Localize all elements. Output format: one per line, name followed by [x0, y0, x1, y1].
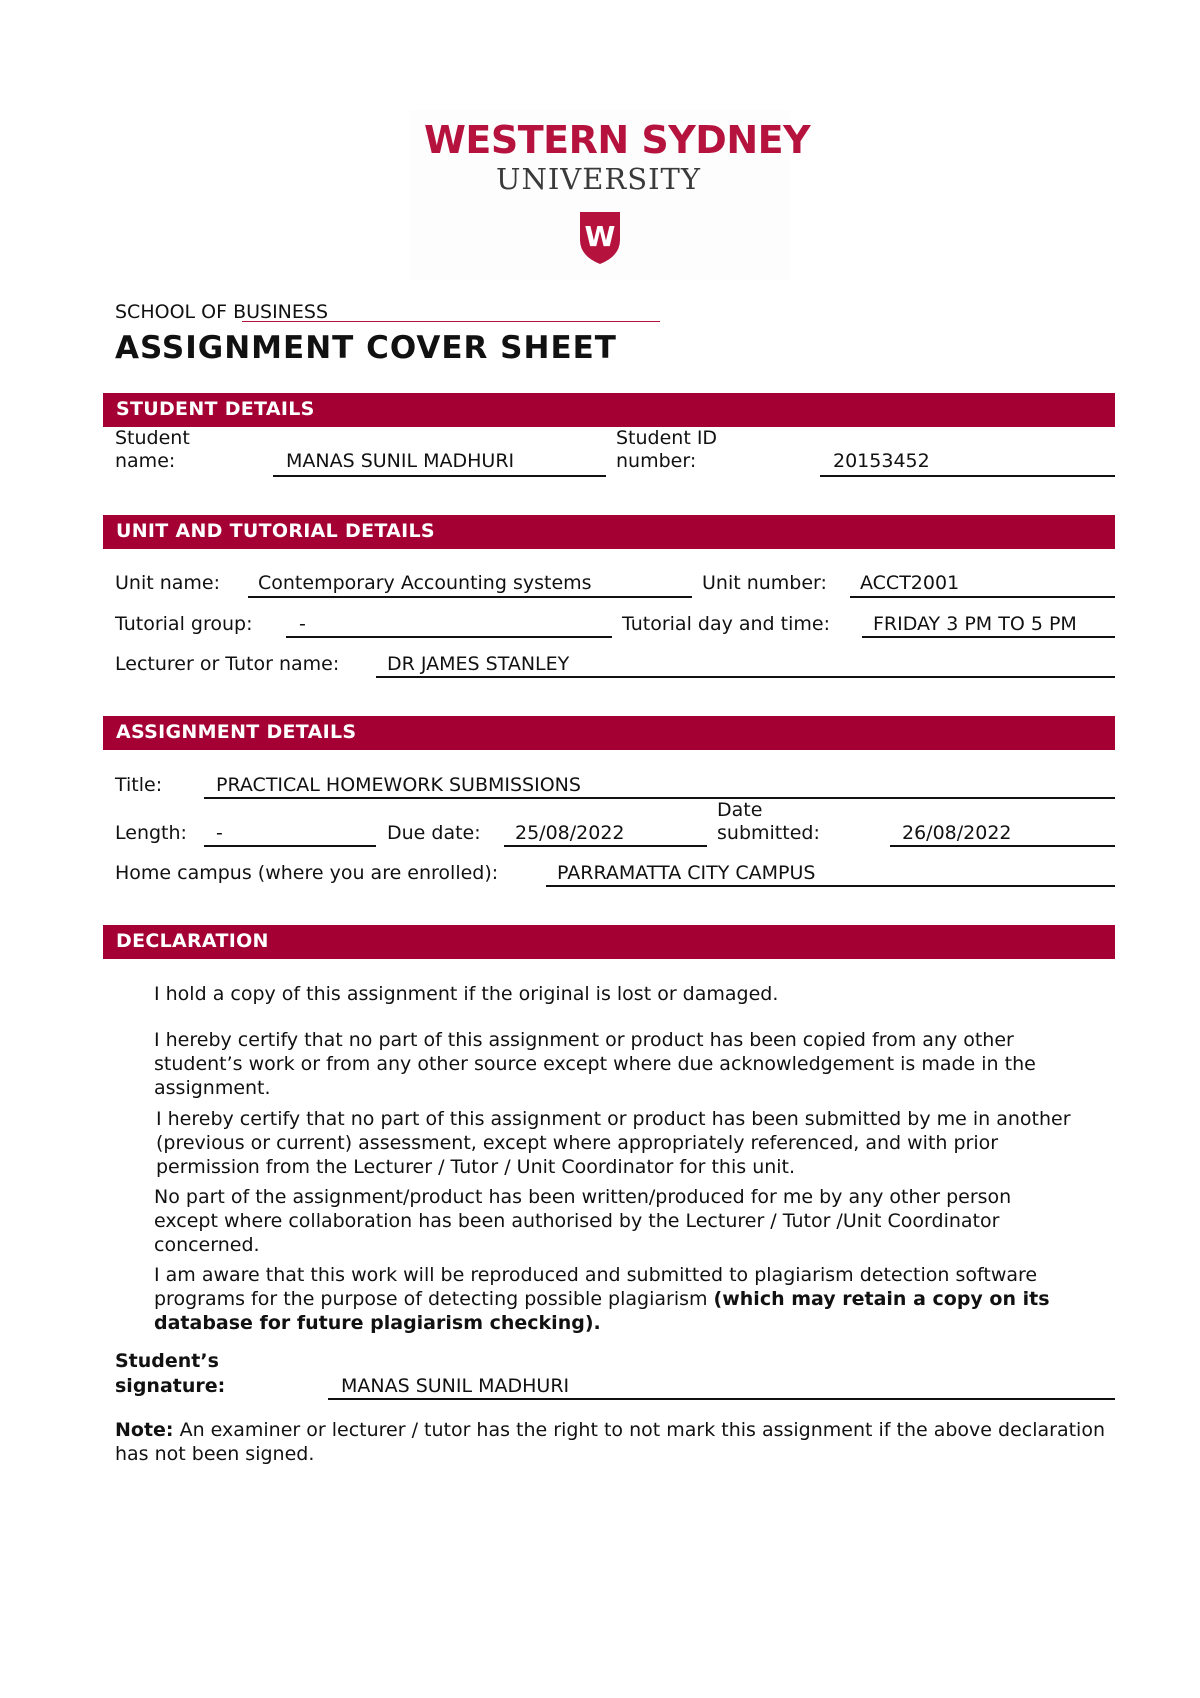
- date-submitted-label-2: submitted:: [717, 822, 820, 844]
- declaration-paragraph-5: [154, 1263, 1114, 1335]
- student-id-line: [820, 475, 1115, 477]
- campus-value: PARRAMATTA CITY CAMPUS: [557, 862, 816, 884]
- declaration-paragraph-1: I hold a copy of this assignment if the original is lost or damaged.: [154, 983, 779, 1005]
- due-date-line: [504, 845, 707, 847]
- student-id-label-2: number:: [616, 450, 697, 472]
- student-name-line: [273, 475, 606, 477]
- declaration-paragraph-5-text: I am aware that this work will be reproduced and submitted to plagiarism detection software programs for the purpose of detecting possible plagiarism: [154, 1264, 1038, 1310]
- unit-number-label: Unit number:: [702, 572, 827, 594]
- unit-name-label: Unit name:: [115, 572, 221, 594]
- tutorial-group-line: [286, 636, 612, 638]
- school-name: SCHOOL OF BUSINESS: [115, 301, 329, 323]
- declaration-paragraph-4: No part of the assignment/product has been written/produced for me by any other person except where collaboration has been authorised by the Lecturer / Tutor /Unit Coordinator concerned.: [154, 1186, 1012, 1256]
- section-heading: STUDENT DETAILS: [116, 398, 315, 420]
- student-id-value: 20153452: [833, 450, 930, 472]
- student-name-value: MANAS SUNIL MADHURI: [286, 450, 515, 472]
- lecturer-label: Lecturer or Tutor name:: [115, 653, 340, 675]
- declaration-paragraph-2: I hereby certify that no part of this assignment or product has been copied from any other student’s work or from any other source except where due acknowledgement is made in the assignment.: [154, 1029, 1036, 1099]
- lecturer-value: DR JAMES STANLEY: [387, 653, 570, 675]
- unit-number-line: [850, 596, 1115, 598]
- shield-icon: [578, 210, 622, 266]
- length-label: Length:: [115, 822, 187, 844]
- unit-name-line: [248, 596, 692, 598]
- tutorial-time-line: [862, 636, 1115, 638]
- section-bar-declaration: [103, 925, 1115, 959]
- title-label: Title:: [115, 774, 163, 796]
- student-name-label-2: name:: [115, 450, 176, 472]
- declaration-paragraph-5-bold: (which may retain a copy on its database for future plagiarism checking).: [154, 1288, 1050, 1334]
- university-logo: [410, 110, 811, 280]
- section-bar-unit: [103, 515, 1115, 549]
- signature-label-2: signature:: [115, 1375, 226, 1397]
- title-line: [204, 797, 1115, 799]
- title-value: PRACTICAL HOMEWORK SUBMISSIONS: [216, 774, 581, 796]
- due-date-label: Due date:: [387, 822, 481, 844]
- date-submitted-line: [890, 845, 1115, 847]
- signature-label: Student’s: [115, 1350, 219, 1372]
- shield-letter: W: [584, 220, 616, 253]
- lecturer-line: [376, 676, 1115, 678]
- tutorial-group-label: Tutorial group:: [115, 613, 253, 635]
- due-date-value: 25/08/2022: [515, 822, 625, 844]
- date-submitted-value: 26/08/2022: [902, 822, 1012, 844]
- campus-line: [546, 885, 1115, 887]
- campus-label: Home campus (where you are enrolled):: [115, 862, 499, 884]
- date-submitted-label: Date: [717, 799, 763, 821]
- tutorial-time-label: Tutorial day and time:: [622, 613, 830, 635]
- note: [115, 1418, 1115, 1466]
- unit-name-value: Contemporary Accounting systems: [258, 572, 592, 594]
- school-underline: [242, 321, 660, 322]
- section-heading: ASSIGNMENT DETAILS: [116, 721, 357, 743]
- unit-number-value: ACCT2001: [860, 572, 960, 594]
- section-heading: UNIT AND TUTORIAL DETAILS: [116, 520, 435, 542]
- tutorial-group-value: -: [299, 613, 306, 635]
- declaration-paragraph-3: I hereby certify that no part of this assignment or product has been submitted by me in another (previous or current) assessment, except where appropriately referenced, and with prior permission from the Lecturer / Tutor / Unit Coordinator for this unit.: [156, 1108, 1071, 1178]
- signature-line: [328, 1398, 1115, 1400]
- logo-subtitle: UNIVERSITY: [496, 162, 702, 196]
- section-bar-student: [103, 393, 1115, 427]
- note-text: An examiner or lecturer / tutor has the right to not mark this assignment if the above declaration has not been signed.: [115, 1419, 1105, 1465]
- page-title: ASSIGNMENT COVER SHEET: [115, 330, 617, 366]
- note-label: Note:: [115, 1419, 174, 1441]
- student-name-label: Student: [115, 427, 190, 449]
- section-bar-assignment: [103, 716, 1115, 750]
- length-value: -: [216, 822, 223, 844]
- length-line: [204, 845, 376, 847]
- logo-title: WESTERN SYDNEY: [424, 118, 811, 162]
- tutorial-time-value: FRIDAY 3 PM TO 5 PM: [873, 613, 1077, 635]
- student-id-label: Student ID: [616, 427, 718, 449]
- signature-value: MANAS SUNIL MADHURI: [341, 1375, 570, 1397]
- section-heading: DECLARATION: [116, 930, 269, 952]
